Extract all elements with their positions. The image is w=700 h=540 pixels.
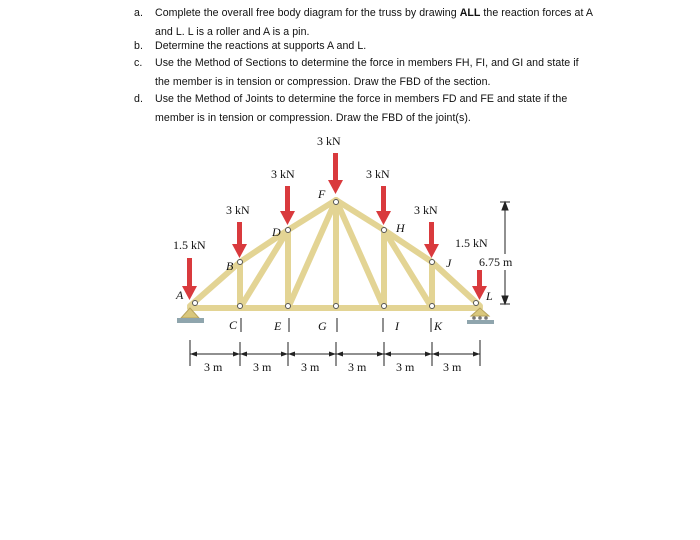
load-arrow-J — [424, 222, 439, 258]
member-DC — [240, 230, 288, 308]
load-label-L: 1.5 kN — [455, 236, 488, 250]
load-arrow-F — [328, 153, 343, 194]
load-labels — [173, 134, 488, 252]
load-arrow-H — [376, 186, 391, 225]
bottom-label-ticks — [241, 318, 431, 332]
joint-label-K: K — [434, 319, 443, 333]
height-label: 6.75 m — [479, 255, 513, 269]
span-label: 3 m — [253, 360, 272, 374]
joint-label-B: B — [226, 259, 234, 273]
load-label-D: 3 kN — [271, 167, 295, 181]
question-a-text-start: Complete the overall free body diagram for the truss by drawing — [155, 7, 460, 19]
joint-label-I: I — [395, 319, 399, 333]
load-arrow-D — [280, 186, 295, 225]
joint-label-F: F — [318, 187, 326, 201]
height-dimension — [500, 202, 510, 304]
joint-label-H: H — [396, 221, 405, 235]
question-a-text-end: the reaction forces at A — [480, 7, 593, 19]
load-arrow-B — [232, 222, 247, 258]
member-HK — [384, 230, 432, 308]
joint-label-C: C — [229, 318, 238, 332]
load-label-A: 1.5 kN — [173, 238, 206, 252]
question-a-bold: ALL — [459, 7, 481, 19]
question-c-line2: the member is in tension or compression. Draw the FBD of the section. — [155, 76, 491, 88]
load-arrow-A — [182, 258, 197, 300]
question-c-label: c. — [134, 57, 143, 69]
joint-label-A: A — [176, 288, 184, 302]
question-a-line2: and L. L is a roller and A is a pin. — [155, 26, 310, 38]
question-b-label: b. — [134, 40, 143, 52]
load-label-H: 3 kN — [366, 167, 390, 181]
joint-label-E: E — [274, 319, 282, 333]
question-d-line2: member is in tension or compression. Draw the FBD of the joint(s). — [155, 112, 471, 124]
question-d-line1: Use the Method of Joints to determine the force in members FD and FE and state if the — [155, 93, 568, 105]
span-label: 3 m — [396, 360, 415, 374]
span-label: 3 m — [301, 360, 320, 374]
span-label: 3 m — [204, 360, 223, 374]
load-label-top: 3 kN — [317, 134, 341, 148]
question-a-label: a. — [134, 7, 143, 19]
span-label: 3 m — [348, 360, 367, 374]
span-labels — [204, 360, 462, 374]
joint-label-G: G — [318, 319, 327, 333]
joint-label-J: J — [446, 256, 452, 270]
joint-label-L: L — [486, 289, 493, 303]
member-JL — [432, 262, 480, 306]
joint-label-D: D — [272, 225, 281, 239]
span-arrowheads — [190, 352, 480, 357]
load-label-J: 3 kN — [414, 203, 438, 217]
load-label-B: 3 kN — [226, 203, 250, 217]
question-b-line1: Determine the reactions at supports A and L. — [155, 40, 367, 52]
question-c-line1: Use the Method of Sections to determine the force in members FH, FI, and GI and state if — [155, 57, 579, 69]
question-d-label: d. — [134, 93, 143, 105]
span-label: 3 m — [443, 360, 462, 374]
